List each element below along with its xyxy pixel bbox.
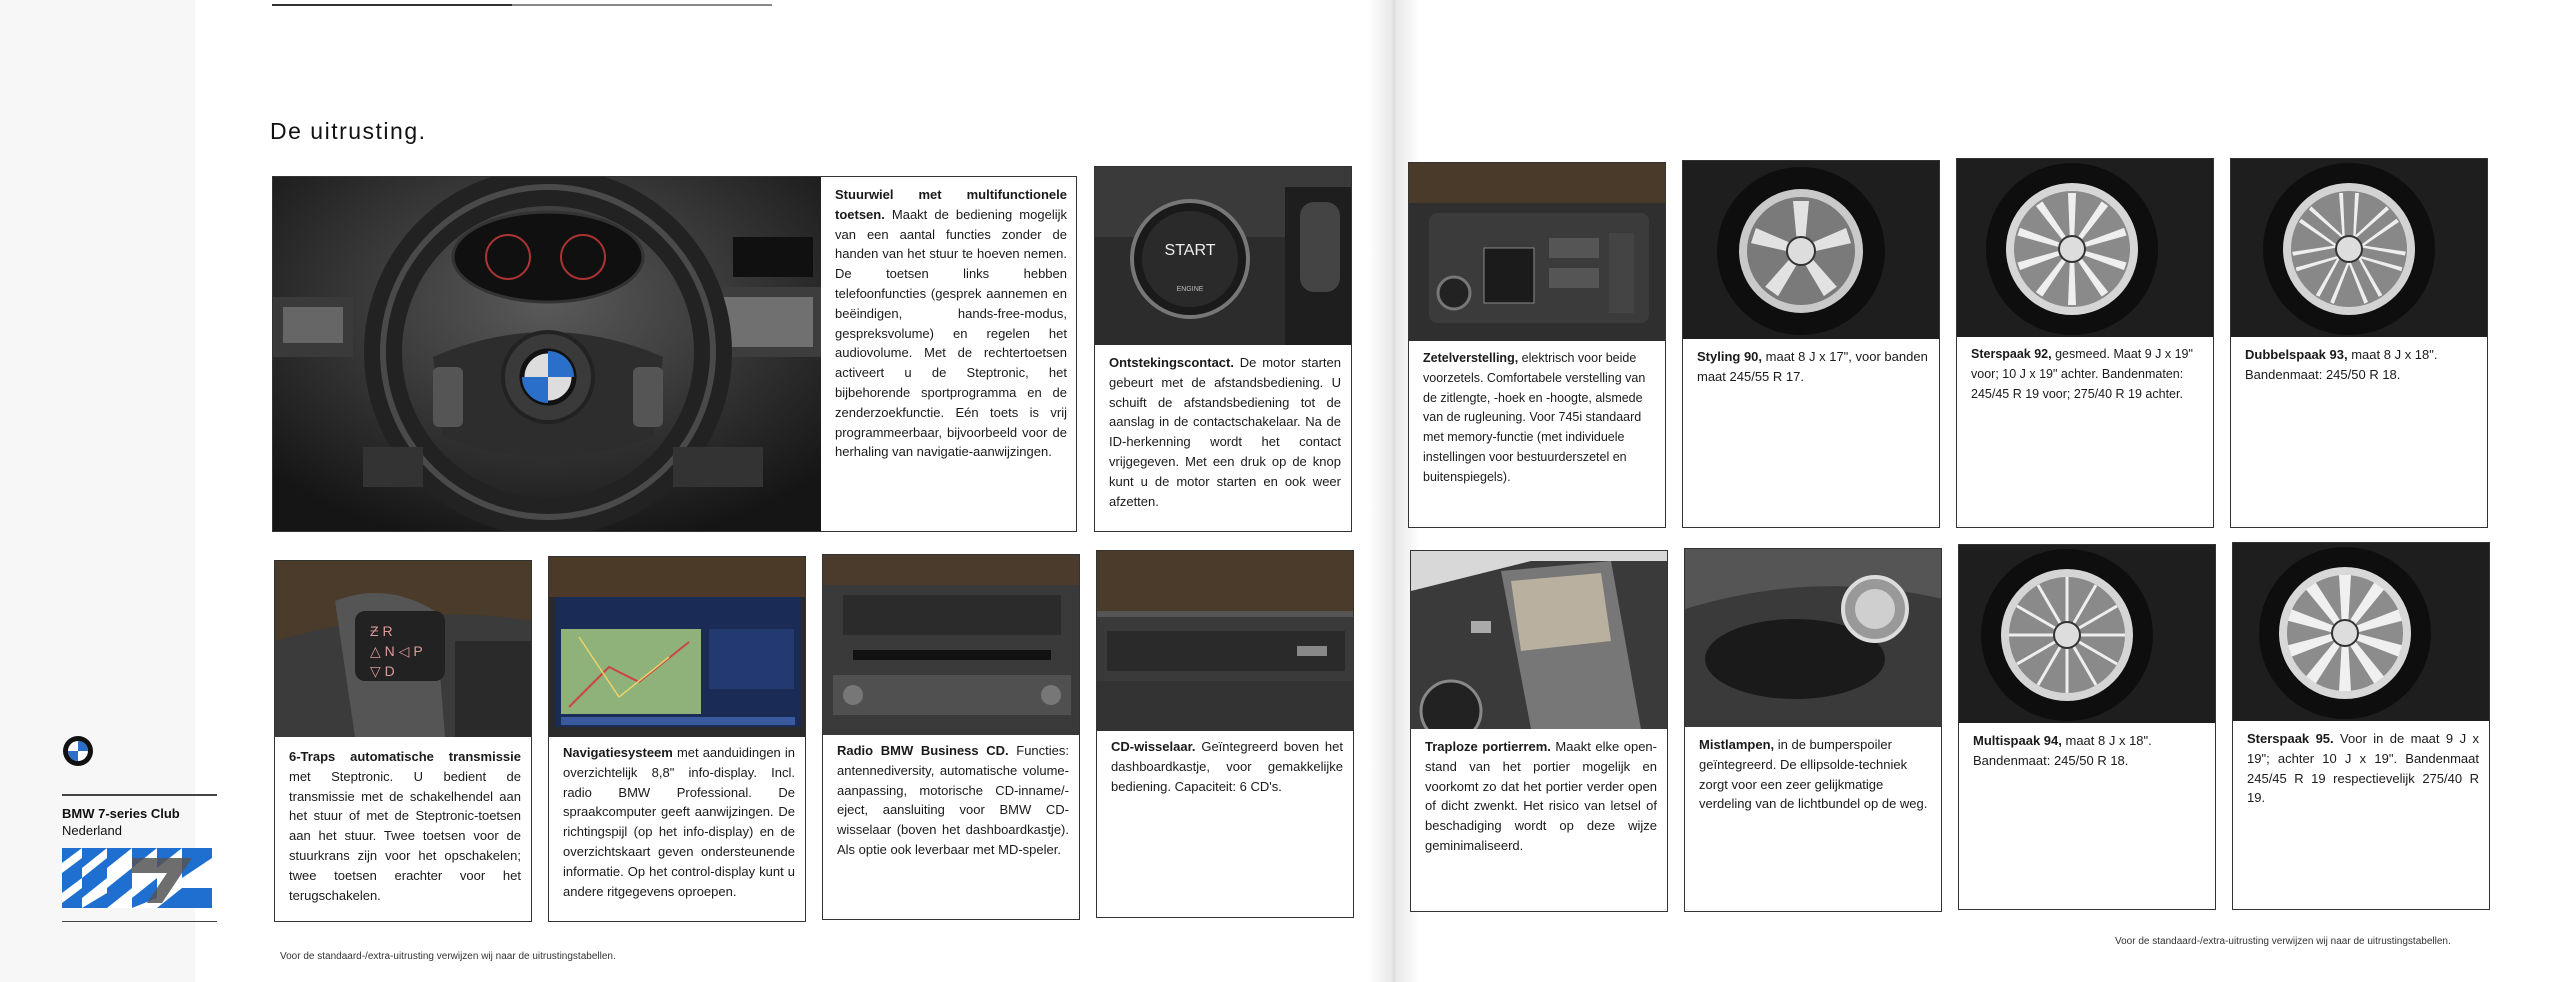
seat-photo [1409,163,1665,341]
card-multispaak94 [1958,544,2216,910]
card-cdchanger [1096,550,1354,918]
card-body: Maakt elke open-stand van het portier mogelijk en voorkomt zo dat het portier verder open of dicht zwenkt. Het risico van letsel of beschadiging wordt op deze wijze geminimaliseerd. [1425,739,1657,853]
card-steptronic-caption [289,747,521,905]
card-sterspaak95 [2232,542,2490,910]
card-title: Ontstekingscontact. [1109,355,1234,370]
card-seat [1408,162,1666,528]
card-cdchanger-caption [1111,737,1343,796]
top-rule [272,4,512,6]
card-navigation-caption [563,743,795,901]
card-ignition-caption [1109,353,1341,511]
card-title: Stuurwiel met multifunctionele toetsen. [835,187,1067,222]
club-subtitle: Nederland [62,822,122,838]
card-radio [822,554,1080,920]
card-navigation [548,556,806,922]
card-body: Geïntegreerd boven het dashboardkastje, voor gemakkelijke bediening. Capaciteit: 6 CD's. [1111,739,1343,794]
card-dubbelspaak93 [2230,158,2488,528]
card-title: Sterspaak 95. [2247,731,2334,746]
svg-text:▽ D: ▽ D [370,663,395,679]
card-body: gesmeed. Maat 9 J x 19" voor; 10 J x 19" achter. Bandenmaten: 245/45 R 19 voor; 275/40 R 19 achter. [1971,347,2193,401]
card-sterspaak95-caption [2247,729,2479,808]
sterspaak95-photo [2233,543,2489,721]
card-radio-caption [837,741,1069,860]
card-steering-caption [835,185,1067,462]
card-body: Functies: antennediversity, automatische volume-aanpassing, motorische CD-inname/-eject, aansluiting voor BMW CD-wisselaar (boven het dashboardkastje). Als optie ook leverbaar met MD-speler. [837,743,1069,857]
card-foglamps [1684,548,1942,912]
doors-photo [1411,551,1667,729]
card-body: met aanduidingen in overzichtelijk 8,8" info-display. Incl. radio BMW Professional. De spraakcomputer geeft aanwijzingen. De richtingspijl (op het info-display) en de overzichtskaart geven ondersteunende informatie. Op het control-display kunt u andere ritgegevens oproepen. [563,745,795,899]
card-title: Navigatiesysteem [563,745,673,760]
radio-photo [823,555,1079,735]
card-title: Zetelverstelling, [1423,351,1519,365]
top-rule [512,4,772,6]
card-dubbelspaak93-caption [2245,345,2477,385]
page-title: De uitrusting. [270,118,427,144]
card-title: Multispaak 94, [1973,733,2062,748]
start-text: START [1164,242,1216,259]
card-title: Dubbelspaak 93, [2245,347,2348,362]
svg-text:Ƶ R: Ƶ R [370,623,393,639]
multispaak94-photo [1959,545,2215,723]
styling90-photo [1683,161,1939,339]
card-doors [1410,550,1668,912]
card-steptronic [274,560,532,922]
card-sterspaak92-caption [1971,345,2203,404]
dubbelspaak93-photo [2231,159,2487,337]
card-title: Sterspaak 92, [1971,347,2052,361]
club-rule [62,921,217,923]
card-body: maat 8 J x 18". Bandenmaat: 245/50 R 18. [1973,733,2152,768]
bmw-logo-icon [62,735,94,767]
card-title: Traploze portierrem. [1425,739,1551,754]
club-logo-block [62,735,222,922]
card-body: Voor in de maat 9 J x 19"; achter 10 J x 19". Bandenmaat 245/45 R 19 respectievelijk 275/40 R 19. [2247,731,2479,806]
card-foglamps-caption [1699,735,1931,814]
club-title: BMW 7-series Club [62,805,180,821]
card-body: maat 8 J x 18". Bandenmaat: 245/50 R 18. [2245,347,2438,382]
card-sterspaak92 [1956,158,2214,528]
card-styling90 [1682,160,1940,528]
cdchanger-photo [1097,551,1353,731]
card-body: Maakt de bediening mogelijk van een aantal functies zonder de handen van het stuur te hoeven nemen. De toetsen links hebben telefoonfuncties (gesprek aannemen en beëindigen, hands-free-modus, gespreksvolume) en regelen het audiovolume. Met de rechtertoetsen activeert u de Steptronic, het bijbehorende sportprogramma en de zenderzoekfunctie. Eén toets is vrij programmeerbaar, bijvoorbeeld voor de herhaling van navigatie-aanwijzingen. [835,206,1067,460]
card-body: elektrisch voor beide voorzetels. Comfortabele verstelling van de zitlengte, -hoek en -hoogte, alsmede van de rugleuning. Voor 745i standaard met memory-functie (met individuele instellingen voor bestuurderszetel en buitenspiegels). [1423,351,1646,484]
footnote-right: Voor de standaard-/extra-uitrusting verwijzen wij naar de uitrustingstabellen. [2115,936,2451,947]
footnote-left: Voor de standaard-/extra-uitrusting verwijzen wij naar de uitrustingstabellen. [280,951,616,962]
card-title: Radio BMW Business CD. [837,743,1009,758]
bavarian-flag-logo-icon [62,848,212,908]
card-title: CD-wisselaar. [1111,739,1196,754]
navigation-photo [549,557,805,737]
card-body: maat 8 J x 17", voor banden maat 245/55 R 17. [1697,349,1928,384]
card-body: in de bumperspoiler geïntegreerd. De ellipsolde-techniek zorgt voor een zeer gelijkmatige verdeling van de lichtbundel op de weg. [1699,737,1928,812]
sterspaak92-photo [1957,159,2213,337]
card-body: De motor starten gebeurt met de afstandsbediening. U schuift de afstandsbediening tot de aanslag in de contactschakelaar. Na de ID-herkenning wordt het contact vrijgegeven. Met een druk op de knop kunt u de motor starten en ook weer afzetten. [1109,355,1341,509]
card-body: met Steptronic. U bedient de transmissie met de schakelhendel aan het stuur of met de Steptronic-toetsen aan het stuur. Twee toetsen voor de stuurkrans zijn voor het opschakelen; twee toetsen erachter voor het terugschakelen. [289,768,521,903]
card-doors-caption [1425,737,1657,856]
card-title: 6-Traps automatische transmissie [289,749,521,764]
card-styling90-caption [1697,347,1929,387]
foglamps-photo [1685,549,1941,727]
club-rule [62,794,217,796]
steering-photo [273,177,821,532]
card-seat-caption [1423,349,1655,488]
engine-text: ENGINE [1176,286,1204,293]
svg-text:△ N ◁ P: △ N ◁ P [370,643,423,659]
card-title: Styling 90, [1697,349,1763,364]
ignition-photo [1095,167,1351,345]
card-steering [272,176,1077,532]
card-ignition [1094,166,1352,532]
card-title: Mistlampen, [1699,737,1775,752]
steptronic-photo [275,561,531,737]
card-multispaak94-caption [1973,731,2205,771]
